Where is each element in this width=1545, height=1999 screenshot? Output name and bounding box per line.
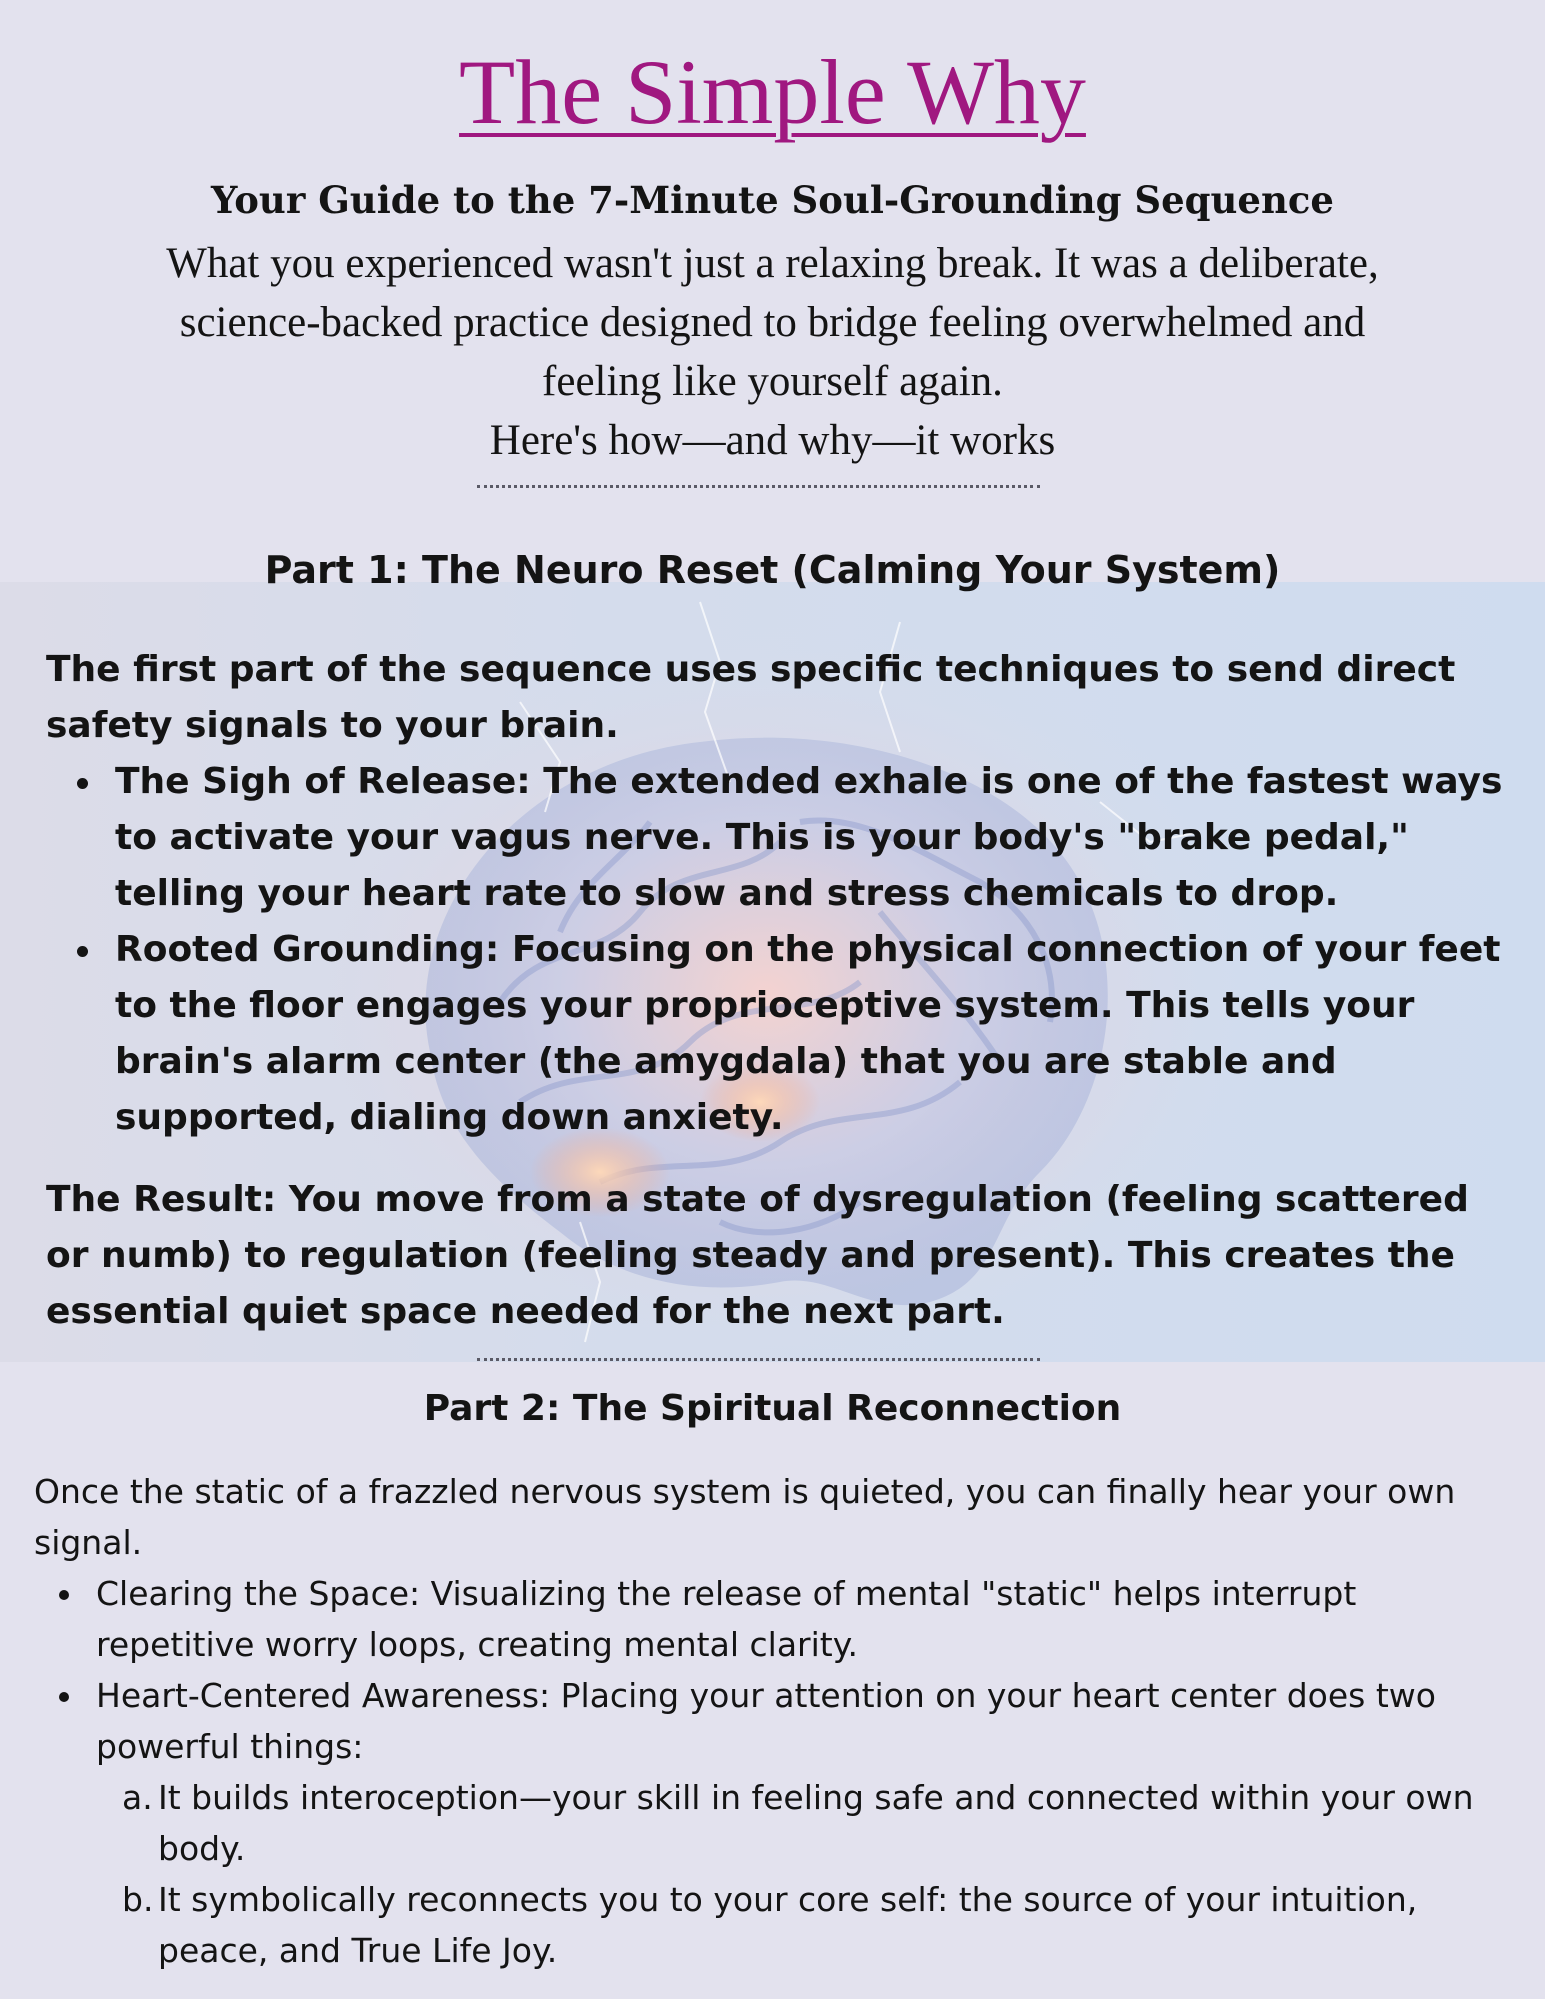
divider [477,485,1040,491]
sub-list [96,1772,1504,1976]
page-subtitle: Your Guide to the 7-Minute Soul-Grounding Sequence [211,178,1334,222]
divider [477,1358,1040,1364]
sub-list-item [122,1772,1504,1874]
list-item: Clearing the Space: Visualizing the release of mental "static" helps interrupt repetitive worry loops, creating mental clarity. [96,1568,1504,1670]
part1-lead: The first part of the sequence uses specific techniques to send direct safety signals to your brain. [46,649,1456,746]
sub-list-item [122,1874,1504,1976]
intro-tagline: Here's how—and why—it works [489,417,1056,464]
part1-heading: Part 1: The Neuro Reset (Calming Your System) [264,548,1281,592]
intro-block [120,234,1425,470]
part2-lead: Once the static of a frazzled nervous system is quieted, you can finally hear your own signal. [34,1472,1456,1562]
page-title: The Simple Why [459,41,1086,143]
list-item: The Sigh of Release: The extended exhale is one of the fastest ways to activate your vagus nerve. This is your body's "brake pedal," telling your heart rate to slow and stress chemicals to drop. [115,754,1506,922]
part1-result: The Result: You move from a state of dysregulation (feeling scattered or numb) to regulation (feeling steady and present). This creates the essential quiet space needed for the next part. [46,1179,1469,1332]
part1-list [46,754,1506,1146]
part2-list [34,1568,1504,1976]
sub-list-marker: b. [122,1880,154,1919]
part1-body [46,642,1506,1340]
sub-list-text: It symbolically reconnects you to your core self: the source of your intuition, peace, and True Life Joy. [158,1880,1418,1970]
list-item [96,1670,1504,1976]
list-item: Rooted Grounding: Focusing on the physical connection of your feet to the floor engages your proprioceptive system. This tells your brain's alarm center (the amygdala) that you are stable and supported, dialing down anxiety. [115,922,1506,1146]
part2-body [34,1466,1504,1976]
part2-heading: Part 2: The Spiritual Reconnection [423,1388,1122,1429]
intro-paragraph: What you experienced wasn't just a relaxing break. It was a deliberate, science-backed practice designed to bridge feeling overwhelmed and feeling like yourself again. [166,240,1379,405]
sub-list-marker: a. [122,1778,153,1817]
sub-list-text: It builds interoception—your skill in feeling safe and connected within your own body. [158,1778,1474,1868]
list-item-text: Heart-Centered Awareness: Placing your attention on your heart center does two powerful things: [96,1676,1436,1766]
